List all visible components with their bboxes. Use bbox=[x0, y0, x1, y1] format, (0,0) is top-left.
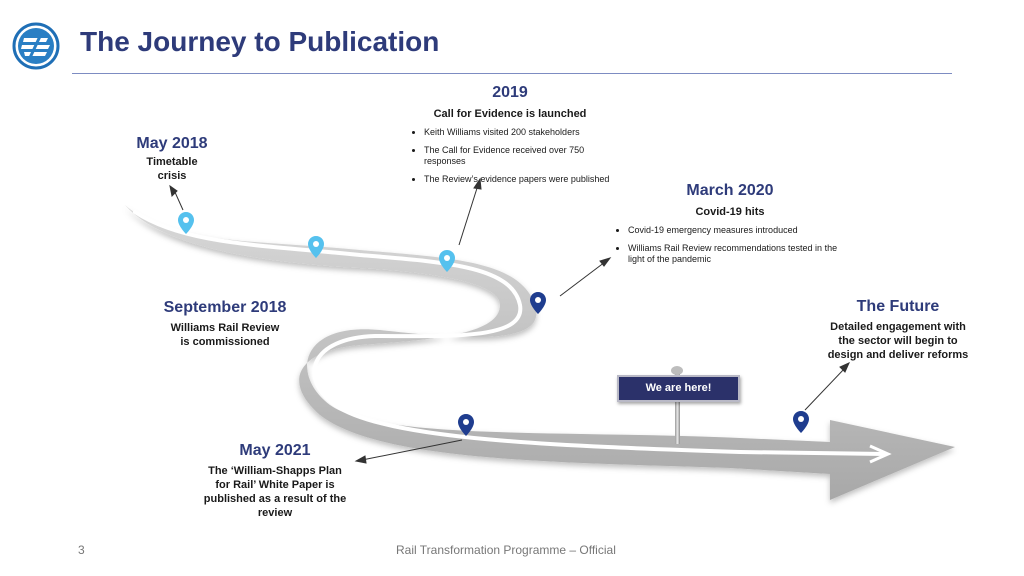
milestone-desc: Covid-19 hits bbox=[695, 206, 765, 218]
milestone-desc: Detailed engagement with the sector will begin to design and deliver reforms bbox=[827, 321, 969, 361]
we-are-here-sign: We are here! bbox=[617, 375, 740, 402]
milestone-heading: March 2020 bbox=[686, 182, 774, 199]
milestone-desc: Call for Evidence is launched bbox=[433, 108, 587, 120]
milestone-future bbox=[818, 298, 978, 362]
milestone-desc: Williams Rail Review is commissioned bbox=[170, 322, 280, 348]
milestone-bullets bbox=[410, 127, 614, 185]
milestone-heading: May 2018 bbox=[136, 135, 208, 152]
milestone-bullets bbox=[614, 225, 846, 265]
milestone-sep2018 bbox=[150, 299, 300, 349]
page-number: 3 bbox=[78, 543, 85, 557]
milestone-may2021 bbox=[195, 442, 355, 520]
bullet-item: • The Review’s evidence papers were published bbox=[424, 174, 614, 185]
sign-post-cap bbox=[671, 366, 683, 375]
milestone-heading: 2019 bbox=[492, 84, 528, 101]
milestone-2019 bbox=[410, 84, 610, 192]
bullet-item: • Covid-19 emergency measures introduced bbox=[628, 225, 846, 236]
footer-text: Rail Transformation Programme – Official bbox=[396, 543, 616, 557]
pin-icon-future bbox=[793, 411, 809, 433]
milestone-heading: September 2018 bbox=[163, 299, 287, 316]
milestone-mar2020 bbox=[614, 182, 846, 272]
milestone-may2018 bbox=[110, 135, 234, 183]
bullet-item: • Keith Williams visited 200 stakeholders bbox=[424, 127, 614, 138]
milestone-desc: Timetable crisis bbox=[146, 156, 198, 182]
milestone-heading: May 2021 bbox=[239, 442, 311, 459]
bullet-item: • The Call for Evidence received over 750 responses bbox=[424, 145, 614, 167]
bullet-item: • Williams Rail Review recommendations tested in the light of the pandemic bbox=[628, 243, 846, 265]
page-title: The Journey to Publication bbox=[80, 26, 440, 57]
milestone-desc: The ‘William-Shapps Plan for Rail’ White Paper is published as a result of the review bbox=[203, 465, 347, 519]
milestone-heading: The Future bbox=[856, 298, 940, 315]
